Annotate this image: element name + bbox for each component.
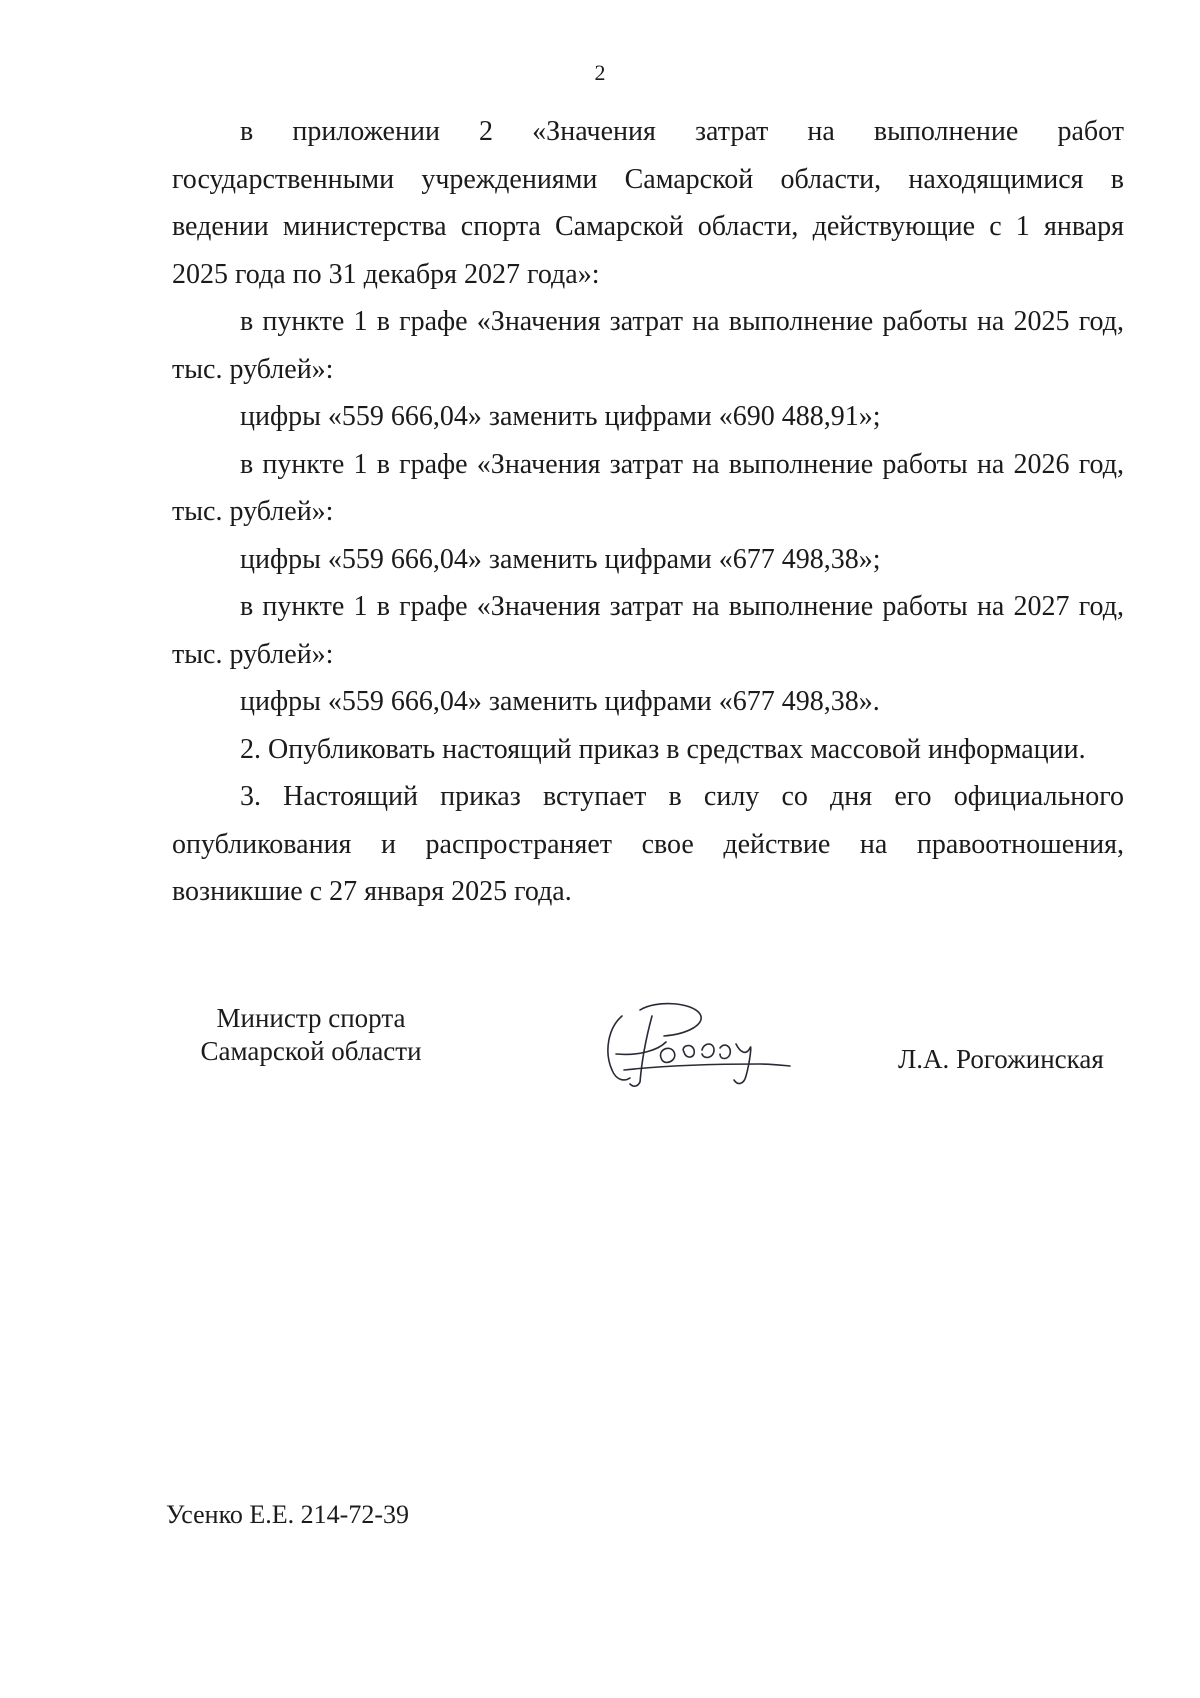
paragraph-effective-date: 3. Настоящий приказ вступает в силу со дня его официального опубликования и распространяет свое действие на правоотношения, возникшие с 27 января 2025 года. bbox=[172, 781, 1124, 907]
paragraph-replace-2026: цифры «559 666,04» заменить цифрами «677 498,38»; bbox=[240, 543, 881, 575]
page-number: 2 bbox=[594, 60, 606, 85]
paragraph-replace-2025: цифры «559 666,04» заменить цифрами «690 488,91»; bbox=[240, 401, 881, 432]
document-body bbox=[172, 108, 1124, 916]
signature-block bbox=[0, 1002, 1200, 1122]
executor-contact: Усенко Е.Е. 214-72-39 bbox=[166, 1500, 409, 1529]
paragraph-item-1-2026: в пункте 1 в графе «Значения затрат на выполнение работы на 2026 год, тыс. рублей»: bbox=[172, 448, 1124, 527]
paragraph-publish: 2. Опубликовать настоящий приказ в средствах массовой информации. bbox=[240, 733, 1086, 765]
paragraph-item-1-2025: в пункте 1 в графе «Значения затрат на выполнение работы на 2025 год, тыс. рублей»: bbox=[172, 306, 1124, 385]
handwritten-signature bbox=[600, 994, 800, 1094]
paragraph-item-1-2027: в пункте 1 в графе «Значения затрат на выполнение работы на 2027 год, тыс. рублей»: bbox=[172, 591, 1124, 670]
signatory-title-line-2: Самарской области bbox=[200, 1036, 422, 1066]
signatory-title-line-1: Министр спорта bbox=[216, 1003, 406, 1033]
signatory-title bbox=[186, 1002, 436, 1068]
paragraph-replace-2027: цифры «559 666,04» заменить цифрами «677 498,38». bbox=[240, 686, 880, 717]
signatory-name: Л.А. Рогожинская bbox=[898, 1044, 1104, 1074]
paragraph-appendix-2: в приложении 2 «Значения затрат на выполнение работ государственными учреждениями Самарской области, находящимися в ведении министерства спорта Самарской области, действующие с 1 января 2025 года по 31 декабря 2027 года»: bbox=[172, 116, 1124, 290]
